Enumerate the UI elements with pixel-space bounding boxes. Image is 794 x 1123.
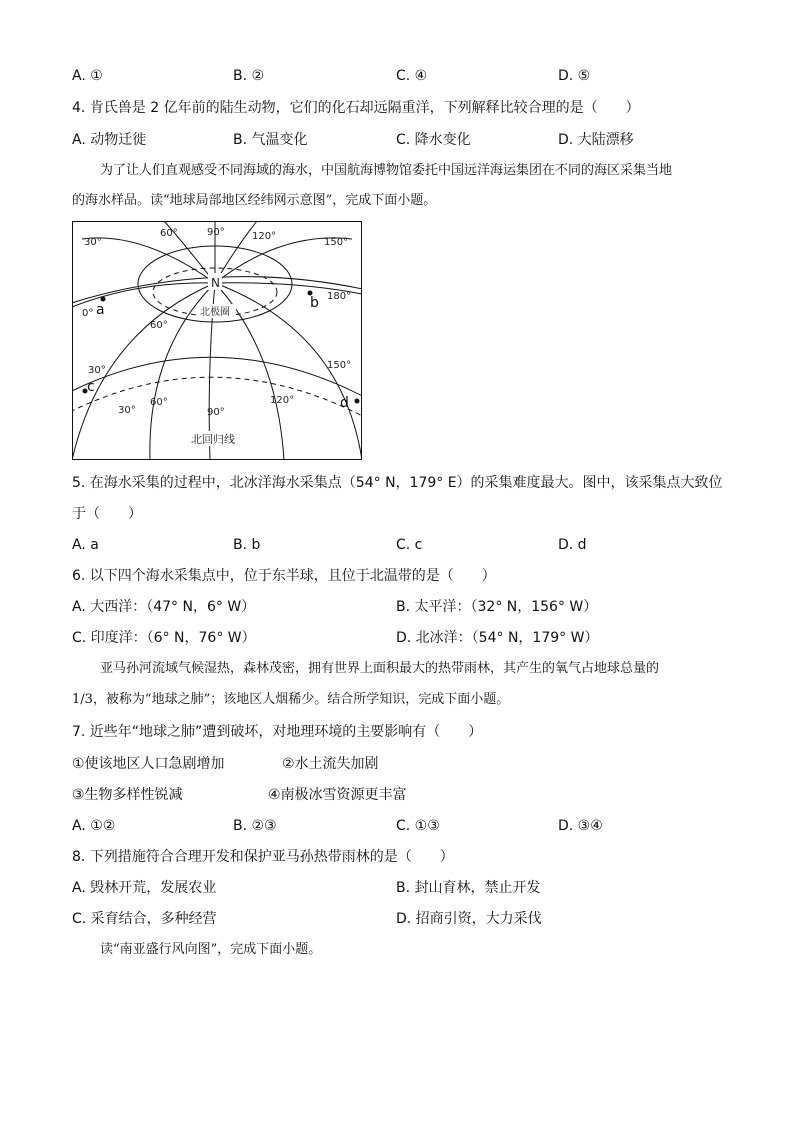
q3-option-c: C. ④ [396, 68, 428, 84]
q5-option-c: C. c [396, 537, 423, 553]
q8-option-b: B. 封山育林，禁止开发 [396, 880, 541, 896]
q4-option-d: D. 大陆漂移 [558, 132, 634, 148]
q7-item-1: ①使该地区人口急剧增加 [72, 756, 225, 772]
label-90-top: 90° [207, 227, 225, 238]
q4-option-b: B. 气温变化 [233, 132, 308, 148]
label-150-top: 150° [324, 237, 349, 248]
label-30-mid: 30° [88, 365, 106, 376]
q4-option-c: C. 降水变化 [396, 132, 471, 148]
q6-option-c: C. 印度洋：（6° N，76° W） [72, 630, 256, 646]
q7-option-d: D. ③④ [558, 818, 603, 834]
passage1-line1: 为了让人们直观感受不同海域的海水，中国航海博物馆委托中国远洋海运集团在不同的海区采集当地 [100, 163, 673, 178]
label-30-bot: 30° [118, 405, 136, 416]
label-120-top: 120° [252, 231, 277, 242]
q3-option-b: B. ② [233, 68, 265, 84]
q5-option-b: B. b [233, 537, 261, 553]
q5-stem-line2: 于（ ） [72, 506, 142, 522]
point-b-label: b [310, 295, 319, 311]
q7-stem: 7. 近些年“地球之肺”遭到破坏，对地理环境的主要影响有（ ） [72, 724, 483, 740]
graticule-map [72, 221, 362, 460]
point-a-label: a [96, 302, 105, 318]
q8-option-c: C. 采育结合，多种经营 [72, 911, 217, 927]
q3-option-a: A. ① [72, 68, 103, 84]
q3-option-d: D. ⑤ [558, 68, 591, 84]
passage2-line2: 1/3，被称为“地球之肺”；该地区人烟稀少。结合所学知识，完成下面小题。 [72, 692, 510, 707]
q4-stem: 4. 肯氏兽是 2 亿年前的陆生动物，它们的化石却远隔重洋，下列解释比较合理的是（ ） [72, 100, 640, 116]
q4-option-a: A. 动物迁徙 [72, 132, 147, 148]
q7-option-a: A. ①② [72, 818, 116, 834]
tropic-label: 北回归线 [191, 433, 235, 446]
point-c-label: c [87, 379, 95, 395]
label-60-top: 60° [160, 228, 178, 239]
q5-stem-line1: 5. 在海水采集的过程中，北冰洋海水采集点（54° N，179° E）的采集难度最大。图中，该采集点大致位 [72, 475, 723, 491]
north-pole-label: N [211, 276, 220, 290]
q8-option-d: D. 招商引资，大力采伐 [396, 911, 542, 927]
q7-item-4: ④南极冰雪资源更丰富 [268, 787, 407, 803]
q7-option-b: B. ②③ [233, 818, 277, 834]
q5-option-a: A. a [72, 537, 99, 553]
q7-item-3: ③生物多样性锐减 [72, 787, 183, 803]
passage2-line1: 亚马孙河流域气候湿热，森林茂密，拥有世界上面积最大的热带雨林，其产生的氧气占地球总量的 [100, 661, 660, 676]
q5-option-d: D. d [558, 537, 587, 553]
passage3-line1: 读“南亚盛行风向图”，完成下面小题。 [100, 942, 322, 957]
arctic-circle-label: 北极圈 [200, 307, 230, 318]
q7-option-c: C. ①③ [396, 818, 440, 834]
point-d-label: d [340, 395, 349, 411]
point-d-dot [355, 399, 360, 404]
label-30-top: 30° [84, 237, 102, 248]
q8-option-a: A. 毁林开荒，发展农业 [72, 880, 217, 896]
q6-option-a: A. 大西洋：（47° N，6° W） [72, 599, 256, 615]
label-60-mid: 60° [150, 320, 168, 331]
map-frame [73, 222, 362, 460]
point-a-dot [101, 297, 106, 302]
q7-item-2: ②水土流失加剧 [282, 756, 379, 772]
label-180: 180° [327, 291, 352, 302]
q6-option-b: B. 太平洋：（32° N，156° W） [396, 599, 598, 615]
label-120-bot: 120° [270, 395, 295, 406]
q8-stem: 8. 下列措施符合合理开发和保护亚马孙热带雨林的是（ ） [72, 849, 454, 865]
passage1-line2: 的海水样品。读“地球局部地区经纬网示意图”，完成下面小题。 [72, 193, 437, 208]
label-150-mid: 150° [327, 360, 352, 371]
q6-option-d: D. 北冰洋：（54° N，179° W） [396, 630, 599, 646]
q6-stem: 6. 以下四个海水采集点中，位于东半球，且位于北温带的是（ ） [72, 568, 496, 584]
label-0: 0° [82, 308, 94, 319]
label-60-bot: 60° [150, 397, 168, 408]
label-90-bot: 90° [207, 407, 225, 418]
